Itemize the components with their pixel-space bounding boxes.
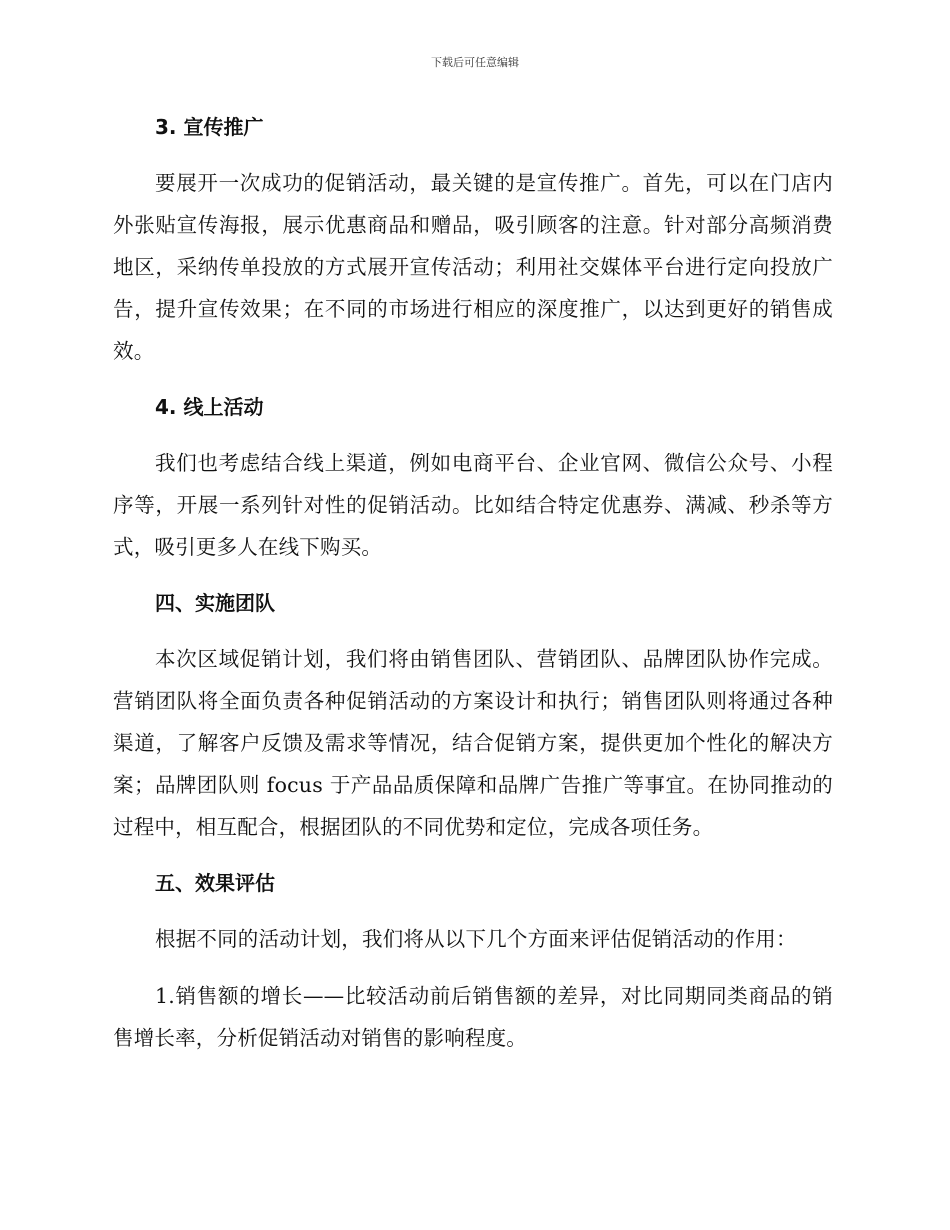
- paragraph-promotion: 要展开一次成功的促销活动，最关键的是宣传推广。首先，可以在门店内外张贴宣传海报，展示优惠商品和赠品，吸引顾客的注意。针对部分高频消费地区，采纳传单投放的方式展开宣传活动；利用社交媒体平台进行定向投放广告，提升宣传效果；在不同的市场进行相应的深度推广，以达到更好的销售成效。: [113, 171, 833, 363]
- section-heading-online: 4. 线上活动: [155, 395, 264, 419]
- paragraph-online: 我们也考虑结合线上渠道，例如电商平台、企业官网、微信公众号、小程序等，开展一系列针对性的促销活动。比如结合特定优惠券、满减、秒杀等方式，吸引更多人在线下购买。: [113, 451, 833, 559]
- section-heading-promotion: 3. 宣传推广: [155, 115, 264, 139]
- paragraph-evaluation-sales: 1.销售额的增长——比较活动前后销售额的差异，对比同期同类商品的销售增长率，分析促销活动对销售的影响程度。: [113, 984, 833, 1050]
- section-heading-evaluation: 五、效果评估: [155, 871, 275, 895]
- paragraph-evaluation-intro: 根据不同的活动计划，我们将从以下几个方面来评估促销活动的作用：: [155, 927, 797, 951]
- section-heading-team: 四、实施团队: [155, 591, 275, 615]
- document-body: [113, 107, 833, 1059]
- page-header: 下载后可任意编辑: [431, 56, 519, 69]
- paragraph-team: 本次区域促销计划，我们将由销售团队、营销团队、品牌团队协作完成。营销团队将全面负责各种促销活动的方案设计和执行；销售团队则将通过各种渠道，了解客户反馈及需求等情况，结合促销方案，提供更加个性化的解决方案；品牌团队则 focus 于产品品质保障和品牌广告推广等事宜。在协同推动的过程中，相互配合，根据团队的不同优势和定位，完成各项任务。: [113, 647, 833, 839]
